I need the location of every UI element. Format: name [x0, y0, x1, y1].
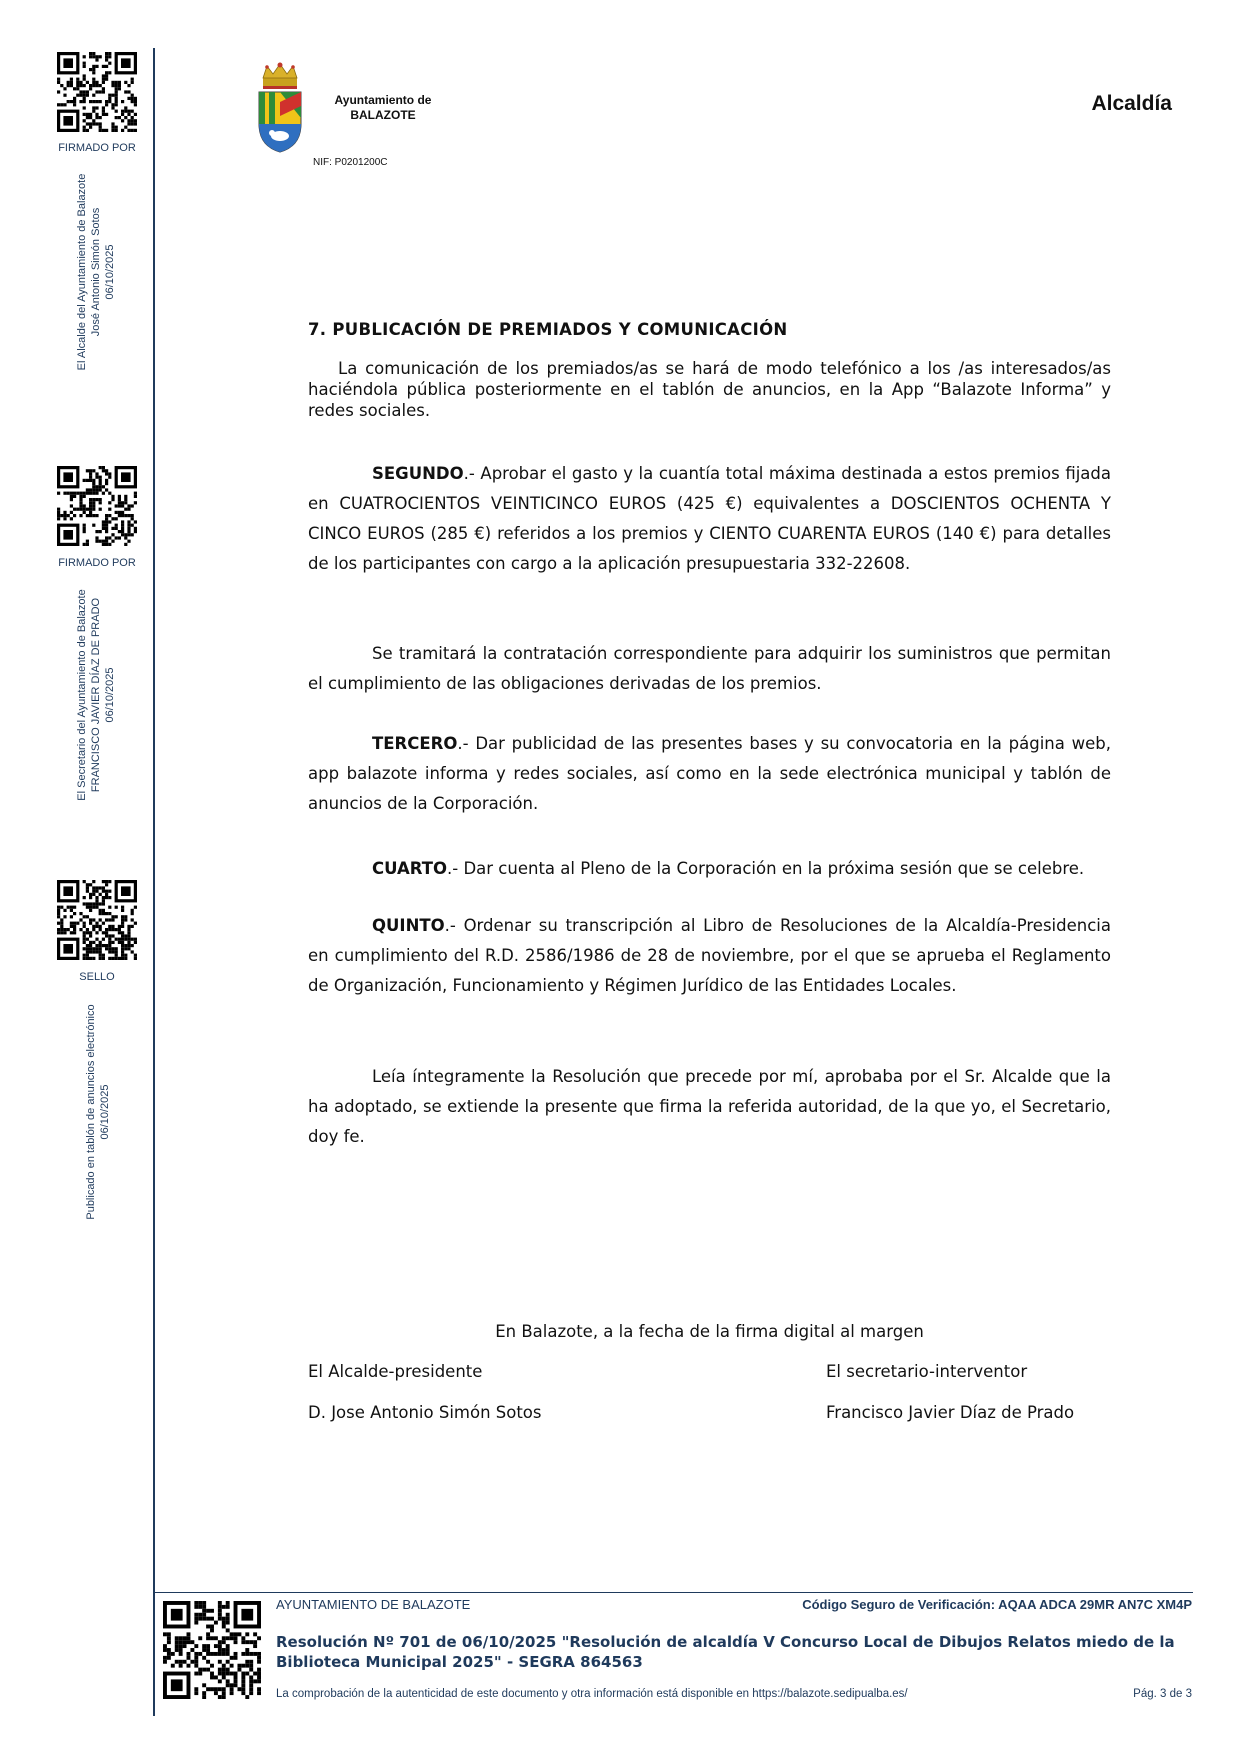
- cuarto-text: .- Dar cuenta al Pleno de la Corporación en la próxima sesión que se celebre.: [447, 859, 1085, 878]
- footer-organization: AYUNTAMIENTO DE BALAZOTE: [276, 1597, 471, 1612]
- section-heading: 7. PUBLICACIÓN DE PREMIADOS Y COMUNICACIÓN: [308, 320, 788, 339]
- coat-of-arms-logo: [255, 62, 305, 154]
- seal-label: SELLO: [79, 971, 115, 983]
- qr-code-secretario: [57, 466, 137, 546]
- seal-description: Publicado en tablón de anuncios electrónico: [85, 1004, 97, 1220]
- signature-date: 06/10/2025: [104, 244, 116, 300]
- tercero-text: .- Dar publicidad de las presentes bases y su convocatoria en la página web, app balazote informa y redes sociales, así como en la sede electrónica municipal y tablón de anuncios de la Corporación.: [308, 734, 1111, 813]
- closing-date-line: En Balazote, a la fecha de la firma digital al margen: [495, 1322, 924, 1341]
- paragraph-leia: Leía íntegramente la Resolución que precede por mí, aprobaba por el Sr. Alcalde que la ha adoptado, se extiende la presente que firma la referida autoridad, de la que yo, el Secretario, doy fe.: [308, 1067, 1111, 1146]
- secretario-role: El secretario-interventor: [826, 1362, 1028, 1381]
- segundo-text: .- Aprobar el gasto y la cuantía total máxima destinada a estos premios fijada en CUATROCIENTOS VEINTICINCO EUROS (425 €) equivalentes a DOSCIENTOS OCHENTA Y CINCO EUROS (285 €) referidos a los premios y CIENTO CUARENTA EUROS (140 €) para detalles de los participantes con cargo a la aplicación presupuestaria 332-22608.: [308, 464, 1111, 573]
- alcalde-name: D. Jose Antonio Simón Sotos: [308, 1403, 542, 1422]
- seal-text: [84, 992, 112, 1232]
- signer-role: El Secretario del Ayuntamiento de Balazote: [76, 589, 88, 801]
- signer-name: FRANCISCO JAVIER DÍAZ DE PRADO: [90, 597, 102, 793]
- nif-number: NIF: P0201200C: [313, 157, 388, 168]
- signature-text-alcalde: [75, 162, 117, 382]
- alcalde-role: El Alcalde-presidente: [308, 1362, 483, 1381]
- signer-role: El Alcalde del Ayuntamiento de Balazote: [76, 173, 88, 371]
- tercero-lead: TERCERO: [372, 734, 458, 753]
- quinto-lead: QUINTO: [372, 916, 445, 935]
- qr-code-alcalde: [57, 52, 137, 132]
- quinto-text: .- Ordenar su transcripción al Libro de Resoluciones de la Alcaldía-Presidencia en cumplimiento del R.D. 2586/1986 de 28 de noviembre, por el que se aprueba el Reglamento de Organización, Funcionamiento y Régimen Jurídico de las Entidades Locales.: [308, 916, 1111, 995]
- page-number: Pág. 3 de 3: [1133, 1688, 1192, 1700]
- paragraph-tercero: [308, 729, 1111, 819]
- resolution-title: Resolución Nº 701 de 06/10/2025 "Resolución de alcaldía V Concurso Local de Dibujos Relatos miedo de la Biblioteca Municipal 2025" - SEGRA 864563: [276, 1633, 1175, 1671]
- paragraph-segundo: [308, 459, 1111, 579]
- paragraph-cuarto: [308, 858, 1111, 879]
- margin-rule: [153, 48, 155, 1716]
- department-title: Alcaldía: [1091, 92, 1172, 115]
- signature-date: 06/10/2025: [104, 667, 116, 723]
- secretario-name: Francisco Javier Díaz de Prado: [826, 1403, 1075, 1422]
- paragraph-quinto: [308, 911, 1111, 1001]
- signed-by-label: FIRMADO POR: [58, 557, 136, 569]
- footer-rule: [153, 1592, 1193, 1593]
- municipality-line2: BALAZOTE: [350, 108, 416, 122]
- municipality-name: [318, 93, 448, 123]
- signature-text-secretario: [75, 575, 117, 815]
- authenticity-note[interactable]: La comprobación de la autenticidad de este documento y otra información está disponible en https://balazote.sedipualba.es/: [276, 1688, 908, 1700]
- signer-name: José Antonio Simón Sotos: [90, 207, 102, 337]
- municipality-line1: Ayuntamiento de: [334, 93, 432, 107]
- signed-by-label: FIRMADO POR: [58, 142, 136, 154]
- paragraph-tramitara: Se tramitará la contratación correspondiente para adquirir los suministros que permitan el cumplimiento de las obligaciones derivadas de los premios.: [308, 644, 1111, 693]
- segundo-lead: SEGUNDO: [372, 464, 464, 483]
- footer-qr-code: [163, 1601, 261, 1699]
- paragraph-comunicacion: La comunicación de los premiados/as se hará de modo telefónico a los /as interesados/as haciéndola pública posteriormente en el tablón de anuncios, en la App “Balazote Informa” y redes sociales.: [308, 359, 1111, 420]
- qr-code-sello: [57, 880, 137, 960]
- verification-code: Código Seguro de Verificación: AQAA ADCA 29MR AN7C XM4P: [802, 1597, 1192, 1612]
- seal-date: 06/10/2025: [99, 1084, 111, 1140]
- cuarto-lead: CUARTO: [372, 859, 448, 878]
